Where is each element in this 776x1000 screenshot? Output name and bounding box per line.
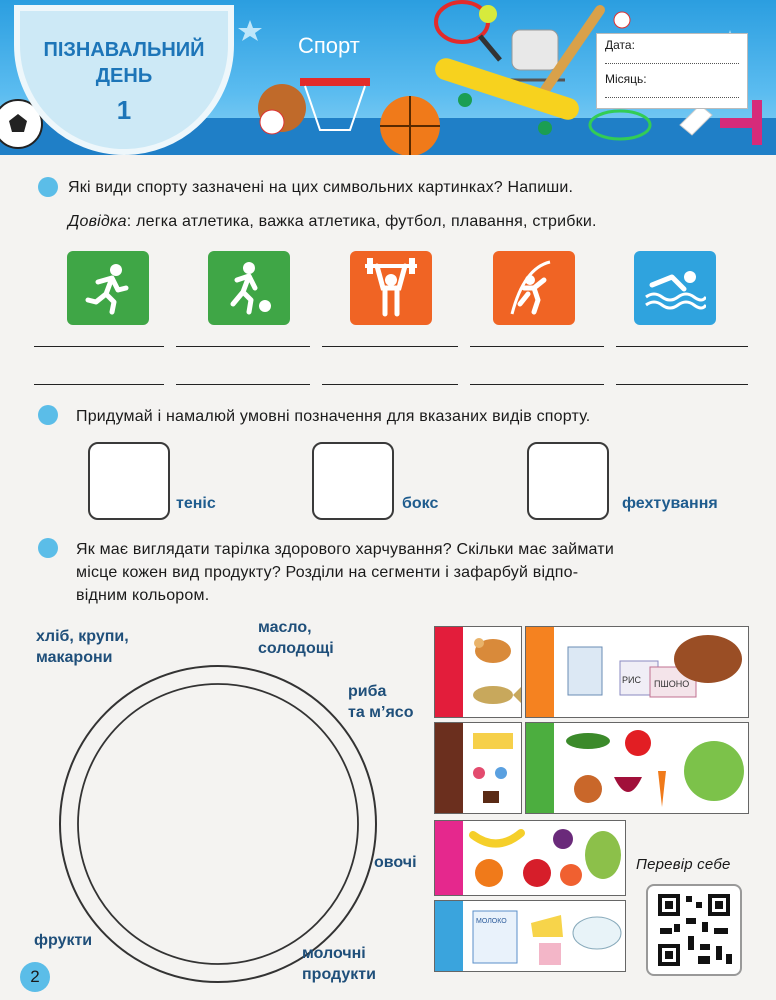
- fencing-draw-box[interactable]: [527, 442, 609, 520]
- running-tile: [67, 251, 149, 325]
- fruits-label: фрукти: [34, 932, 93, 949]
- chicken-fish-icon: [465, 629, 521, 715]
- grains-label: [36, 626, 129, 668]
- dairy-label: [302, 943, 376, 985]
- dairy-box: [434, 900, 626, 972]
- task1-question: Які види спорту зазначені на цих символьних картинках? Напиши.: [68, 179, 574, 196]
- qr-code[interactable]: [646, 884, 742, 976]
- badge-day-number: 1: [116, 95, 132, 125]
- football-icon: [219, 258, 279, 318]
- rice-text: РИС: [622, 675, 641, 685]
- sweets-label: [258, 617, 334, 659]
- green-strip: [526, 723, 554, 813]
- answer-line[interactable]: [34, 346, 164, 347]
- date-label: Дата:: [605, 38, 635, 52]
- month-dotted-line: [605, 97, 739, 98]
- vegetables-icon: [558, 725, 748, 811]
- task3-question-line3: відним кольором.: [76, 587, 210, 604]
- pink-strip: [435, 821, 463, 895]
- vegetables-label: овочі: [374, 854, 417, 871]
- milk-text: МОЛОКО: [476, 918, 507, 925]
- task3-question-line1: Як має виглядати тарілка здорового харчування? Скільки має займати: [76, 541, 614, 558]
- fencing-label: фехтування: [622, 495, 718, 512]
- millet-text: ПШОНО: [654, 679, 690, 689]
- bullet-dot: [38, 538, 58, 558]
- page-number: 2: [20, 962, 50, 992]
- fruits-icon: [467, 823, 625, 893]
- answer-line[interactable]: [616, 384, 748, 385]
- task3-question-line2: місце кожен вид продукту? Розділи на сегменти і зафарбуй відпо-: [76, 564, 579, 581]
- fish-meat-label-line2: та м’ясо: [348, 704, 414, 721]
- blue-strip: [435, 901, 463, 971]
- swimming-icon: [644, 263, 706, 313]
- sweets-box: [434, 722, 522, 814]
- fish-meat-label-line1: риба: [348, 683, 387, 700]
- dairy-icon: [467, 903, 625, 969]
- badge-title-line2: ДЕНЬ: [95, 65, 153, 87]
- weightlifting-icon: [361, 258, 421, 318]
- answer-line[interactable]: [616, 346, 748, 347]
- sweets-label-line1: масло,: [258, 619, 312, 636]
- month-field[interactable]: [605, 72, 739, 106]
- weightlifting-tile: [350, 251, 432, 325]
- tennis-draw-box[interactable]: [88, 442, 170, 520]
- grains-label-line2: макарони: [36, 649, 113, 666]
- answer-line[interactable]: [470, 346, 604, 347]
- date-month-box: [596, 33, 748, 109]
- fish-meat-label: [348, 681, 413, 723]
- running-icon: [78, 258, 138, 318]
- bullet-dot: [38, 405, 58, 425]
- task2-question: Придумай і намалюй умовні позначення для вказаних видів спорту.: [76, 408, 591, 425]
- pole-vault-icon: [504, 258, 564, 318]
- grains-label-line1: хліб, крупи,: [36, 628, 129, 645]
- date-field[interactable]: [605, 38, 739, 72]
- topic-title: Спорт: [298, 33, 360, 58]
- vegetables-box: [525, 722, 749, 814]
- qr-code-icon: [650, 888, 738, 972]
- task1-hint: [68, 210, 597, 233]
- grains-box: [525, 626, 749, 718]
- hint-text: : легка атлетика, важка атлетика, футбол, плавання, стрибки.: [126, 213, 597, 230]
- answer-line[interactable]: [176, 346, 310, 347]
- date-dotted-line: [605, 63, 739, 64]
- bread-grains-icon: [558, 629, 748, 715]
- butter-candy-icon: [465, 725, 521, 811]
- answer-line[interactable]: [322, 346, 458, 347]
- month-label: Місяць:: [605, 72, 647, 86]
- bullet-dot: [38, 177, 58, 197]
- football-tile: [208, 251, 290, 325]
- boxing-label: бокс: [402, 495, 439, 512]
- answer-line[interactable]: [322, 384, 458, 385]
- swimming-tile: [634, 251, 716, 325]
- boxing-draw-box[interactable]: [312, 442, 394, 520]
- check-yourself-label: Перевір себе: [636, 856, 731, 873]
- meat-fish-box: [434, 626, 522, 718]
- brown-strip: [435, 723, 463, 813]
- answer-line[interactable]: [176, 384, 310, 385]
- sweets-label-line2: солодощі: [258, 640, 334, 657]
- answer-line[interactable]: [470, 384, 604, 385]
- red-strip: [435, 627, 463, 717]
- badge-title-line1: ПІЗНАВАЛЬНИЙ: [43, 39, 205, 61]
- pole-vault-tile: [493, 251, 575, 325]
- dairy-label-line1: молочні: [302, 945, 366, 962]
- hint-label: Довідка: [68, 213, 127, 230]
- answer-line[interactable]: [34, 384, 164, 385]
- dairy-label-line2: продукти: [302, 966, 376, 983]
- orange-strip: [526, 627, 554, 717]
- tennis-label: теніс: [176, 495, 216, 512]
- fruits-box: [434, 820, 626, 896]
